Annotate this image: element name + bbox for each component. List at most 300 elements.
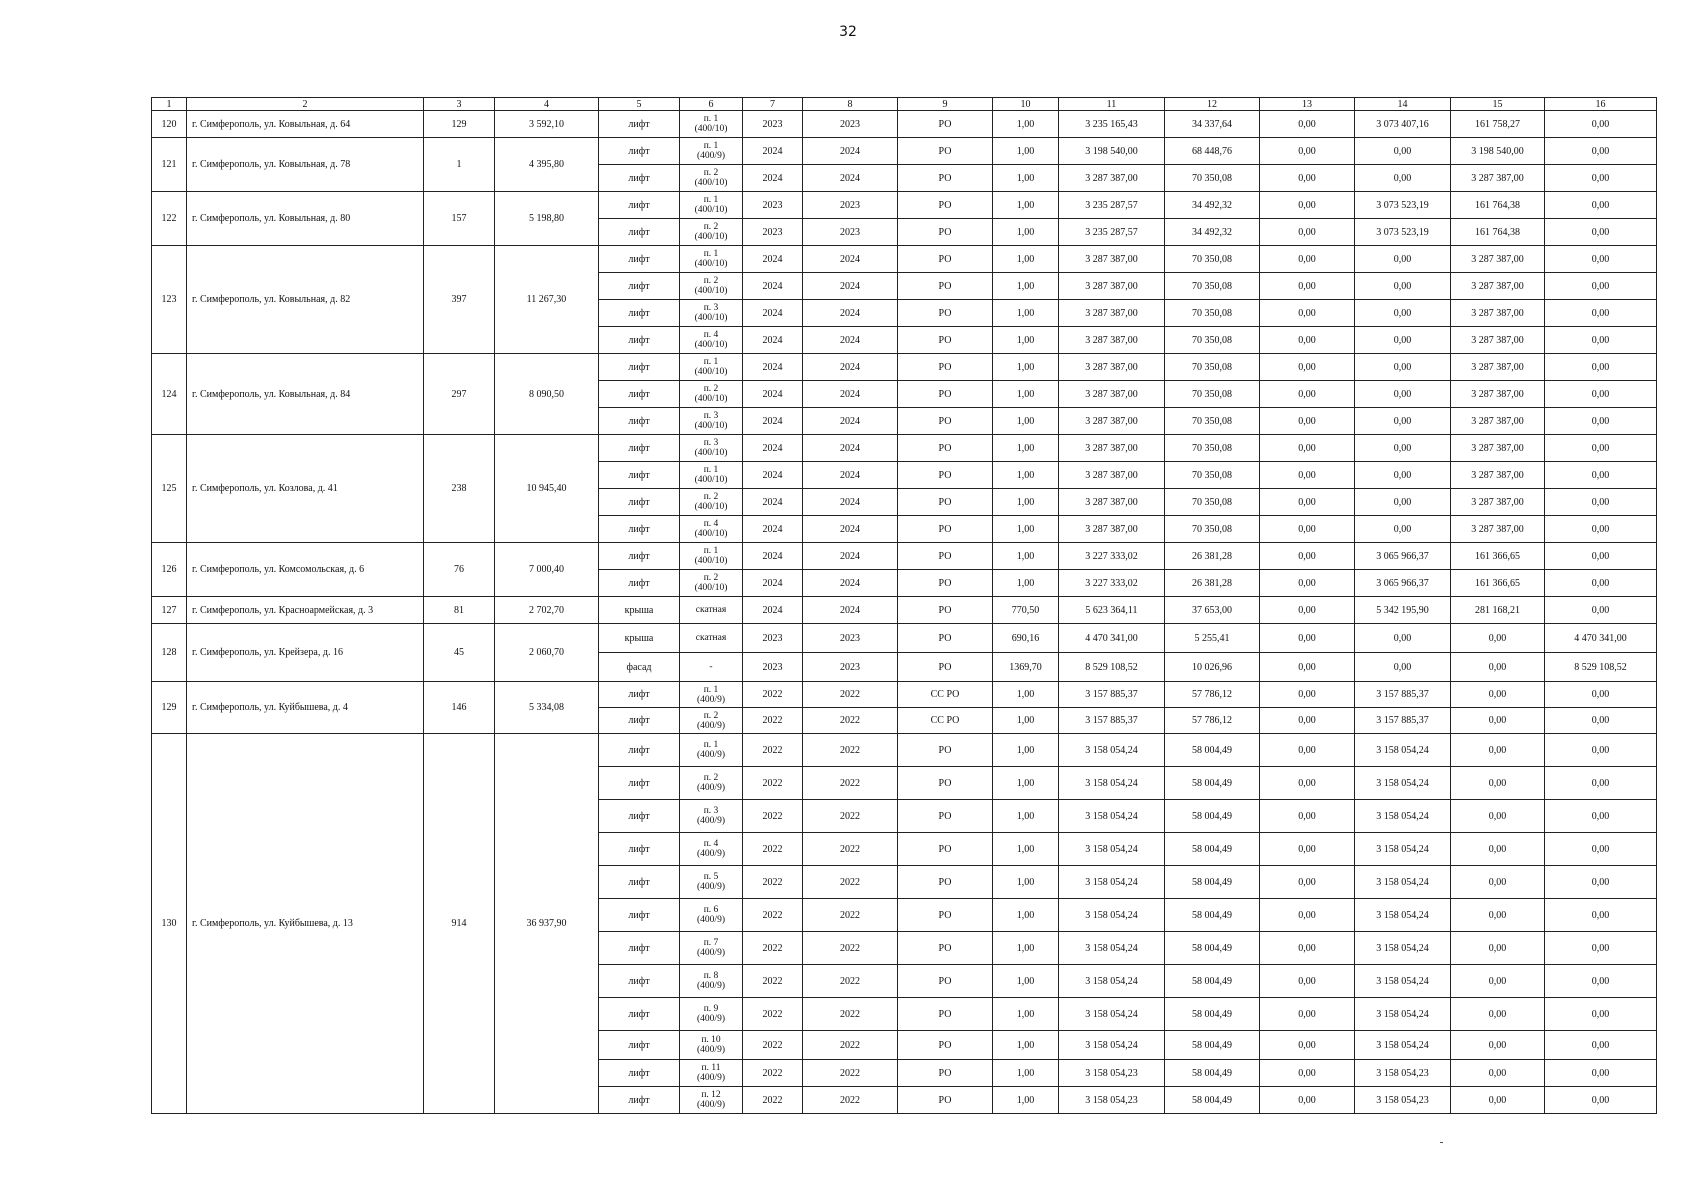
- spec-line-1: скатная: [695, 633, 727, 643]
- unit-cost-cell: 58 004,49: [1165, 800, 1260, 833]
- funding-source-cell: РО: [898, 570, 993, 597]
- planned-year-cell: 2022: [743, 1031, 803, 1060]
- total-cost-cell: 3 158 054,24: [1059, 800, 1165, 833]
- regional-funds-cell: 0,00: [1451, 800, 1545, 833]
- spec-cell: [680, 1060, 743, 1087]
- spec-line-2: (400/9): [697, 1014, 725, 1024]
- spec-cell: [680, 138, 743, 165]
- unit-cost-cell: 58 004,49: [1165, 998, 1260, 1031]
- spec-line-1: п. 1: [703, 684, 719, 695]
- federal-funds-cell: 0,00: [1260, 543, 1355, 570]
- work-type-cell: фасад: [599, 653, 680, 682]
- unit-cost-cell: 58 004,49: [1165, 932, 1260, 965]
- regional-funds-cell: 0,00: [1451, 899, 1545, 932]
- column-number-7: 7: [743, 98, 803, 111]
- spec-line-2: (400/10): [694, 205, 728, 215]
- planned-year-cell: 2024: [743, 327, 803, 354]
- spec-cell: [680, 165, 743, 192]
- planned-year-cell: 2024: [743, 246, 803, 273]
- total-cost-cell: 3 158 054,24: [1059, 965, 1165, 998]
- spec-line-1: п. 2: [703, 384, 719, 394]
- federal-funds-cell: 0,00: [1260, 624, 1355, 653]
- apartments-count-cell: 76: [424, 543, 495, 597]
- unit-cost-cell: 37 653,00: [1165, 597, 1260, 624]
- column-number-6: 6: [680, 98, 743, 111]
- column-number-1: 1: [152, 98, 187, 111]
- regional-funds-cell: 3 287 387,00: [1451, 489, 1545, 516]
- federal-funds-cell: 0,00: [1260, 800, 1355, 833]
- total-cost-cell: 3 198 540,00: [1059, 138, 1165, 165]
- work-type-cell: лифт: [599, 246, 680, 273]
- column-number-14: 14: [1355, 98, 1451, 111]
- work-type-cell: лифт: [599, 435, 680, 462]
- actual-year-cell: 2022: [803, 708, 898, 734]
- address-cell: г. Симферополь, ул. Ковыльная, д. 78: [187, 138, 424, 192]
- row-number: 123: [152, 246, 187, 354]
- owner-funds-cell: 4 470 341,00: [1545, 624, 1657, 653]
- actual-year-cell: 2022: [803, 833, 898, 866]
- volume-cell: 1,00: [993, 570, 1059, 597]
- work-type-cell: лифт: [599, 165, 680, 192]
- volume-cell: 1,00: [993, 932, 1059, 965]
- federal-funds-cell: 0,00: [1260, 570, 1355, 597]
- planned-year-cell: 2024: [743, 435, 803, 462]
- funding-source-cell: РО: [898, 300, 993, 327]
- federal-funds-cell: 0,00: [1260, 653, 1355, 682]
- spec-cell: [680, 767, 743, 800]
- work-type-cell: лифт: [599, 682, 680, 708]
- area-cell: 36 937,90: [495, 734, 599, 1114]
- volume-cell: 1,00: [993, 866, 1059, 899]
- fund-funds-cell: 5 342 195,90: [1355, 597, 1451, 624]
- regional-funds-cell: 3 287 387,00: [1451, 273, 1545, 300]
- total-cost-cell: 3 227 333,02: [1059, 543, 1165, 570]
- regional-funds-cell: 3 287 387,00: [1451, 381, 1545, 408]
- fund-funds-cell: 3 073 523,19: [1355, 192, 1451, 219]
- address-cell: г. Симферополь, ул. Козлова, д. 41: [187, 435, 424, 543]
- actual-year-cell: 2024: [803, 597, 898, 624]
- column-number-12: 12: [1165, 98, 1260, 111]
- fund-funds-cell: 3 073 523,19: [1355, 219, 1451, 246]
- spec-line-2: (400/10): [694, 502, 728, 512]
- planned-year-cell: 2022: [743, 965, 803, 998]
- planned-year-cell: 2022: [743, 708, 803, 734]
- actual-year-cell: 2023: [803, 624, 898, 653]
- fund-funds-cell: 3 158 054,24: [1355, 734, 1451, 767]
- spec-cell: [680, 489, 743, 516]
- address-cell: г. Симферополь, ул. Куйбышева, д. 13: [187, 734, 424, 1114]
- actual-year-cell: 2024: [803, 138, 898, 165]
- spec-line-2: (400/9): [697, 849, 725, 859]
- unit-cost-cell: 58 004,49: [1165, 734, 1260, 767]
- regional-funds-cell: 0,00: [1451, 1060, 1545, 1087]
- volume-cell: 1,00: [993, 408, 1059, 435]
- fund-funds-cell: 0,00: [1355, 516, 1451, 543]
- federal-funds-cell: 0,00: [1260, 435, 1355, 462]
- spec-line-1: -: [709, 662, 713, 672]
- unit-cost-cell: 58 004,49: [1165, 833, 1260, 866]
- unit-cost-cell: 70 350,08: [1165, 300, 1260, 327]
- spec-line-2: (400/10): [694, 583, 728, 593]
- work-type-cell: лифт: [599, 408, 680, 435]
- regional-funds-cell: 0,00: [1451, 1087, 1545, 1114]
- total-cost-cell: 3 287 387,00: [1059, 165, 1165, 192]
- column-number-row: [152, 98, 1657, 111]
- federal-funds-cell: 0,00: [1260, 219, 1355, 246]
- planned-year-cell: 2022: [743, 682, 803, 708]
- work-type-cell: лифт: [599, 111, 680, 138]
- volume-cell: 1,00: [993, 192, 1059, 219]
- actual-year-cell: 2022: [803, 866, 898, 899]
- apartments-count-cell: 81: [424, 597, 495, 624]
- owner-funds-cell: 0,00: [1545, 866, 1657, 899]
- unit-cost-cell: 57 786,12: [1165, 682, 1260, 708]
- planned-year-cell: 2024: [743, 300, 803, 327]
- planned-year-cell: 2024: [743, 462, 803, 489]
- volume-cell: 1,00: [993, 273, 1059, 300]
- unit-cost-cell: 10 026,96: [1165, 653, 1260, 682]
- spec-cell: [680, 354, 743, 381]
- volume-cell: 1,00: [993, 965, 1059, 998]
- actual-year-cell: 2024: [803, 327, 898, 354]
- work-type-cell: лифт: [599, 734, 680, 767]
- unit-cost-cell: 68 448,76: [1165, 138, 1260, 165]
- spec-line-2: (400/9): [697, 981, 725, 991]
- table-row: [152, 246, 1657, 273]
- volume-cell: 1,00: [993, 767, 1059, 800]
- volume-cell: 1,00: [993, 489, 1059, 516]
- owner-funds-cell: 0,00: [1545, 767, 1657, 800]
- federal-funds-cell: 0,00: [1260, 246, 1355, 273]
- funding-source-cell: РО: [898, 932, 993, 965]
- actual-year-cell: 2022: [803, 682, 898, 708]
- actual-year-cell: 2022: [803, 734, 898, 767]
- spec-line-2: (400/9): [697, 1073, 725, 1083]
- fund-funds-cell: 3 158 054,24: [1355, 866, 1451, 899]
- total-cost-cell: 3 287 387,00: [1059, 381, 1165, 408]
- actual-year-cell: 2022: [803, 1031, 898, 1060]
- funding-source-cell: РО: [898, 800, 993, 833]
- spec-cell: [680, 932, 743, 965]
- volume-cell: 1,00: [993, 734, 1059, 767]
- unit-cost-cell: 34 337,64: [1165, 111, 1260, 138]
- actual-year-cell: 2024: [803, 381, 898, 408]
- row-number: 120: [152, 111, 187, 138]
- spec-line-2: (400/9): [697, 750, 725, 760]
- column-number-8: 8: [803, 98, 898, 111]
- table-row: [152, 192, 1657, 219]
- area-cell: 5 198,80: [495, 192, 599, 246]
- work-type-cell: лифт: [599, 300, 680, 327]
- table-row: [152, 138, 1657, 165]
- volume-cell: 1,00: [993, 381, 1059, 408]
- apartments-count-cell: 297: [424, 354, 495, 435]
- fund-funds-cell: 3 158 054,24: [1355, 965, 1451, 998]
- federal-funds-cell: 0,00: [1260, 597, 1355, 624]
- spec-line-2: (400/9): [697, 915, 725, 925]
- spec-line-1: скатная: [695, 605, 727, 615]
- owner-funds-cell: 8 529 108,52: [1545, 653, 1657, 682]
- spec-cell: [680, 192, 743, 219]
- table-row: [152, 543, 1657, 570]
- total-cost-cell: 3 158 054,24: [1059, 1031, 1165, 1060]
- volume-cell: 1,00: [993, 516, 1059, 543]
- spec-cell: [680, 300, 743, 327]
- row-number: 122: [152, 192, 187, 246]
- spec-line-1: п. 1: [703, 114, 719, 124]
- spec-line-1: п. 2: [703, 222, 719, 232]
- column-number-15: 15: [1451, 98, 1545, 111]
- scan-speck: [1440, 1142, 1443, 1143]
- spec-line-2: (400/10): [694, 124, 728, 134]
- apartments-count-cell: 45: [424, 624, 495, 682]
- table-row: [152, 624, 1657, 653]
- funding-source-cell: РО: [898, 381, 993, 408]
- table-row: [152, 111, 1657, 138]
- owner-funds-cell: 0,00: [1545, 381, 1657, 408]
- owner-funds-cell: 0,00: [1545, 273, 1657, 300]
- unit-cost-cell: 70 350,08: [1165, 516, 1260, 543]
- funding-source-cell: РО: [898, 246, 993, 273]
- federal-funds-cell: 0,00: [1260, 354, 1355, 381]
- table-body: [152, 111, 1657, 1114]
- owner-funds-cell: 0,00: [1545, 543, 1657, 570]
- actual-year-cell: 2022: [803, 800, 898, 833]
- spec-cell: [680, 965, 743, 998]
- regional-funds-cell: 3 287 387,00: [1451, 327, 1545, 354]
- spec-cell: [680, 998, 743, 1031]
- spec-cell: [680, 682, 743, 708]
- funding-source-cell: РО: [898, 327, 993, 354]
- spec-cell: [680, 111, 743, 138]
- actual-year-cell: 2022: [803, 965, 898, 998]
- spec-line-2: (400/9): [697, 694, 725, 705]
- planned-year-cell: 2022: [743, 734, 803, 767]
- owner-funds-cell: 0,00: [1545, 1060, 1657, 1087]
- owner-funds-cell: 0,00: [1545, 327, 1657, 354]
- unit-cost-cell: 58 004,49: [1165, 965, 1260, 998]
- spec-line-1: п. 3: [703, 438, 719, 448]
- funding-source-cell: РО: [898, 516, 993, 543]
- regional-funds-cell: 3 198 540,00: [1451, 138, 1545, 165]
- fund-funds-cell: 0,00: [1355, 408, 1451, 435]
- volume-cell: 690,16: [993, 624, 1059, 653]
- spec-line-1: п. 3: [703, 806, 719, 816]
- fund-funds-cell: 0,00: [1355, 624, 1451, 653]
- total-cost-cell: 4 470 341,00: [1059, 624, 1165, 653]
- work-type-cell: лифт: [599, 570, 680, 597]
- regional-funds-cell: 161 366,65: [1451, 570, 1545, 597]
- area-cell: 4 395,80: [495, 138, 599, 192]
- funding-source-cell: РО: [898, 489, 993, 516]
- regional-funds-cell: 3 287 387,00: [1451, 462, 1545, 489]
- unit-cost-cell: 34 492,32: [1165, 219, 1260, 246]
- table-row: [152, 682, 1657, 708]
- register-table: [151, 97, 1657, 1114]
- spec-line-1: п. 6: [703, 905, 719, 915]
- spec-line-1: п. 10: [701, 1035, 721, 1045]
- owner-funds-cell: 0,00: [1545, 300, 1657, 327]
- owner-funds-cell: 0,00: [1545, 1031, 1657, 1060]
- work-type-cell: лифт: [599, 1031, 680, 1060]
- spec-line-1: п. 2: [703, 276, 719, 286]
- unit-cost-cell: 70 350,08: [1165, 354, 1260, 381]
- regional-funds-cell: 0,00: [1451, 866, 1545, 899]
- volume-cell: 1,00: [993, 165, 1059, 192]
- total-cost-cell: 3 287 387,00: [1059, 300, 1165, 327]
- unit-cost-cell: 58 004,49: [1165, 767, 1260, 800]
- total-cost-cell: 3 158 054,24: [1059, 833, 1165, 866]
- fund-funds-cell: 3 065 966,37: [1355, 543, 1451, 570]
- spec-line-2: (400/9): [697, 948, 725, 958]
- planned-year-cell: 2024: [743, 543, 803, 570]
- actual-year-cell: 2024: [803, 489, 898, 516]
- planned-year-cell: 2024: [743, 516, 803, 543]
- actual-year-cell: 2023: [803, 653, 898, 682]
- spec-line-2: (400/10): [694, 448, 728, 458]
- federal-funds-cell: 0,00: [1260, 767, 1355, 800]
- planned-year-cell: 2022: [743, 1087, 803, 1114]
- apartments-count-cell: 1: [424, 138, 495, 192]
- actual-year-cell: 2024: [803, 435, 898, 462]
- volume-cell: 1,00: [993, 435, 1059, 462]
- owner-funds-cell: 0,00: [1545, 998, 1657, 1031]
- owner-funds-cell: 0,00: [1545, 597, 1657, 624]
- total-cost-cell: 3 287 387,00: [1059, 408, 1165, 435]
- funding-source-cell: РО: [898, 219, 993, 246]
- volume-cell: 1,00: [993, 1087, 1059, 1114]
- total-cost-cell: 3 287 387,00: [1059, 246, 1165, 273]
- unit-cost-cell: 70 350,08: [1165, 381, 1260, 408]
- funding-source-cell: РО: [898, 111, 993, 138]
- planned-year-cell: 2023: [743, 111, 803, 138]
- fund-funds-cell: 3 158 054,24: [1355, 833, 1451, 866]
- total-cost-cell: 3 158 054,24: [1059, 932, 1165, 965]
- owner-funds-cell: 0,00: [1545, 899, 1657, 932]
- federal-funds-cell: 0,00: [1260, 965, 1355, 998]
- table-row: [152, 354, 1657, 381]
- row-number: 121: [152, 138, 187, 192]
- spec-line-2: (400/10): [694, 529, 728, 539]
- spec-line-1: п. 4: [703, 839, 719, 849]
- federal-funds-cell: 0,00: [1260, 300, 1355, 327]
- planned-year-cell: 2022: [743, 800, 803, 833]
- volume-cell: 1,00: [993, 899, 1059, 932]
- volume-cell: 1,00: [993, 708, 1059, 734]
- work-type-cell: лифт: [599, 932, 680, 965]
- regional-funds-cell: 3 287 387,00: [1451, 354, 1545, 381]
- owner-funds-cell: 0,00: [1545, 462, 1657, 489]
- federal-funds-cell: 0,00: [1260, 192, 1355, 219]
- address-cell: г. Симферополь, ул. Ковыльная, д. 82: [187, 246, 424, 354]
- regional-funds-cell: 3 287 387,00: [1451, 408, 1545, 435]
- total-cost-cell: 8 529 108,52: [1059, 653, 1165, 682]
- total-cost-cell: 5 623 364,11: [1059, 597, 1165, 624]
- actual-year-cell: 2024: [803, 516, 898, 543]
- spec-line-1: п. 2: [703, 168, 719, 178]
- column-number-5: 5: [599, 98, 680, 111]
- federal-funds-cell: 0,00: [1260, 833, 1355, 866]
- federal-funds-cell: 0,00: [1260, 1060, 1355, 1087]
- total-cost-cell: 3 287 387,00: [1059, 273, 1165, 300]
- spec-cell: [680, 327, 743, 354]
- planned-year-cell: 2024: [743, 138, 803, 165]
- total-cost-cell: 3 158 054,23: [1059, 1087, 1165, 1114]
- spec-line-1: п. 1: [703, 546, 719, 556]
- funding-source-cell: РО: [898, 965, 993, 998]
- fund-funds-cell: 3 158 054,24: [1355, 767, 1451, 800]
- spec-cell: [680, 462, 743, 489]
- owner-funds-cell: 0,00: [1545, 833, 1657, 866]
- volume-cell: 1,00: [993, 1031, 1059, 1060]
- area-cell: 5 334,08: [495, 682, 599, 734]
- spec-line-2: (400/10): [694, 475, 728, 485]
- regional-funds-cell: 161 764,38: [1451, 192, 1545, 219]
- fund-funds-cell: 0,00: [1355, 489, 1451, 516]
- work-type-cell: лифт: [599, 462, 680, 489]
- federal-funds-cell: 0,00: [1260, 1031, 1355, 1060]
- unit-cost-cell: 70 350,08: [1165, 408, 1260, 435]
- spec-cell: [680, 1031, 743, 1060]
- spec-line-1: п. 1: [703, 740, 719, 750]
- column-number-13: 13: [1260, 98, 1355, 111]
- unit-cost-cell: 57 786,12: [1165, 708, 1260, 734]
- funding-source-cell: РО: [898, 354, 993, 381]
- regional-funds-cell: 0,00: [1451, 653, 1545, 682]
- column-number-10: 10: [993, 98, 1059, 111]
- regional-funds-cell: 3 287 387,00: [1451, 300, 1545, 327]
- fund-funds-cell: 3 158 054,24: [1355, 998, 1451, 1031]
- federal-funds-cell: 0,00: [1260, 327, 1355, 354]
- column-number-11: 11: [1059, 98, 1165, 111]
- actual-year-cell: 2024: [803, 570, 898, 597]
- federal-funds-cell: 0,00: [1260, 489, 1355, 516]
- volume-cell: 1,00: [993, 682, 1059, 708]
- area-cell: 2 060,70: [495, 624, 599, 682]
- regional-funds-cell: 0,00: [1451, 965, 1545, 998]
- spec-line-1: п. 1: [703, 357, 719, 367]
- total-cost-cell: 3 158 054,24: [1059, 734, 1165, 767]
- funding-source-cell: РО: [898, 1031, 993, 1060]
- actual-year-cell: 2024: [803, 408, 898, 435]
- unit-cost-cell: 58 004,49: [1165, 1087, 1260, 1114]
- spec-line-1: п. 11: [701, 1063, 721, 1073]
- funding-source-cell: РО: [898, 597, 993, 624]
- fund-funds-cell: 0,00: [1355, 138, 1451, 165]
- funding-source-cell: СС РО: [898, 708, 993, 734]
- owner-funds-cell: 0,00: [1545, 246, 1657, 273]
- funding-source-cell: РО: [898, 408, 993, 435]
- funding-source-cell: РО: [898, 273, 993, 300]
- owner-funds-cell: 0,00: [1545, 165, 1657, 192]
- column-number-2: 2: [187, 98, 424, 111]
- volume-cell: 1,00: [993, 998, 1059, 1031]
- regional-funds-cell: 161 764,38: [1451, 219, 1545, 246]
- work-type-cell: лифт: [599, 381, 680, 408]
- owner-funds-cell: 0,00: [1545, 489, 1657, 516]
- owner-funds-cell: 0,00: [1545, 570, 1657, 597]
- unit-cost-cell: 34 492,32: [1165, 192, 1260, 219]
- owner-funds-cell: 0,00: [1545, 516, 1657, 543]
- total-cost-cell: 3 227 333,02: [1059, 570, 1165, 597]
- volume-cell: 1,00: [993, 138, 1059, 165]
- fund-funds-cell: 0,00: [1355, 462, 1451, 489]
- spec-line-2: (400/9): [697, 720, 725, 731]
- fund-funds-cell: 3 158 054,24: [1355, 899, 1451, 932]
- row-number: 127: [152, 597, 187, 624]
- spec-cell: [680, 866, 743, 899]
- regional-funds-cell: 0,00: [1451, 932, 1545, 965]
